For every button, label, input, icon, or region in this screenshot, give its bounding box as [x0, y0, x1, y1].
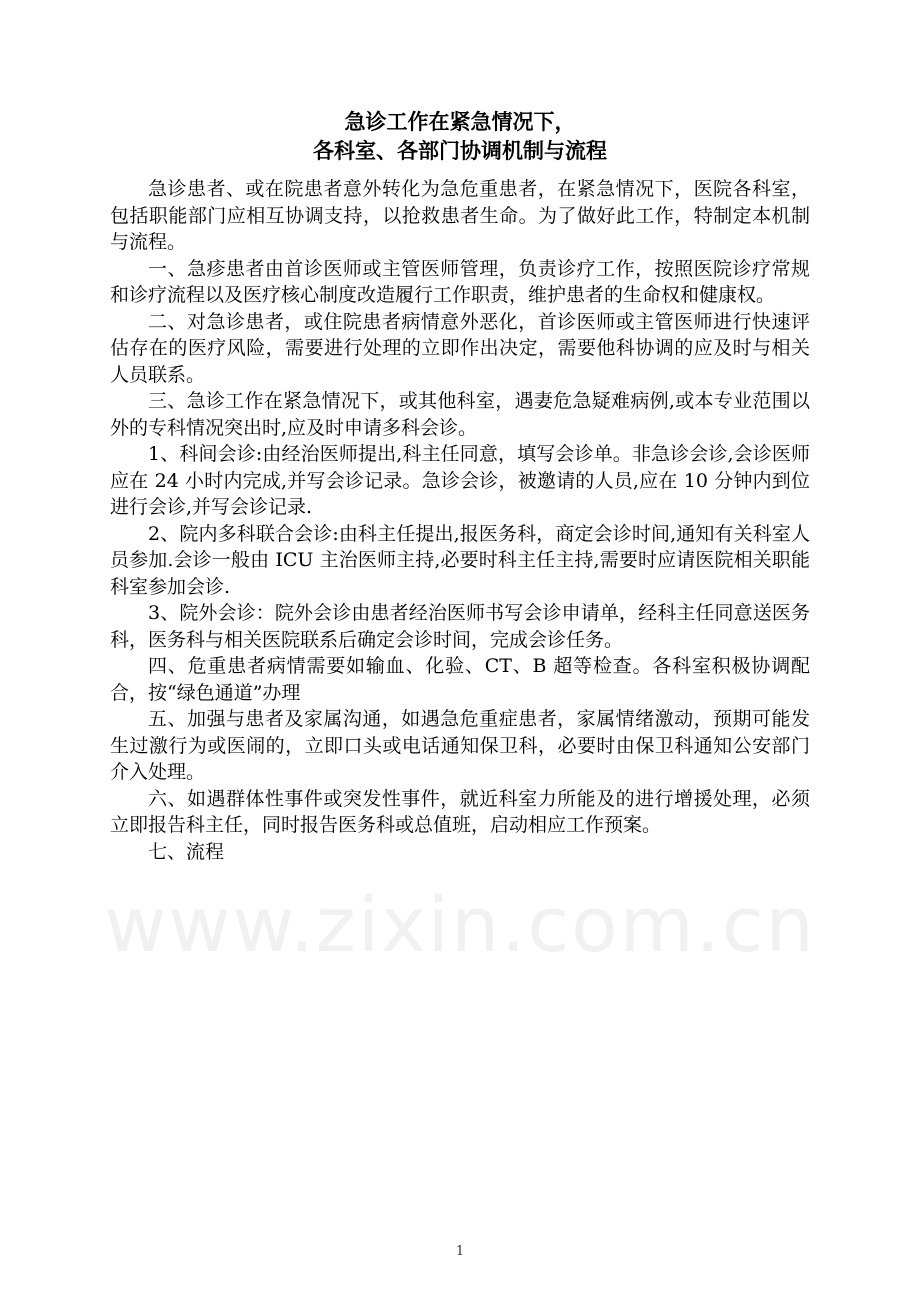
paragraph-item-7: 七、流程: [148, 840, 225, 863]
title-line-1: 急诊工作在紧急情况下，: [344, 110, 576, 134]
paragraph-subitem-3: 3、院外会诊：院外会诊由患者经治医师书写会诊申请单，经科主任同意送医务科，医务科与相关医院联系后确定会诊时间，完成会诊任务。: [110, 602, 810, 651]
paragraph-item-6: 六、如遇群体性事件或突发性事件，就近科室力所能及的进行增援处理，必须立即报告科主任，同时报告医务科或总值班，启动相应工作预案。: [110, 787, 810, 836]
paragraph-item-1: 一、急疹患者由首诊医师或主管医师管理，负责诊疗工作，按照医院诊疗常规和诊疗流程以及医疗核心制度改造履行工作职责，维护患者的生命权和健康权。: [110, 257, 810, 306]
paragraph-item-5: 五、加强与患者及家属沟通，如遇急危重症患者，家属情绪激动，预期可能发生过激行为或医闹的，立即口头或电话通知保卫科，必要时由保卫科通知公安部门介入处理。: [110, 708, 810, 783]
paragraph-item-3: 三、急诊工作在紧急情况下，或其他科室，遇妻危急疑难病例,或本专业范围以外的专科情况突出时,应及时申请多科会诊。: [110, 390, 810, 439]
paragraph-intro: 急诊患者、或在院患者意外转化为急危重患者，在紧急情况下，医院各科室，包括职能部门应相互协调支持，以抢救患者生命。为了做好此工作，特制定本机制与流程。: [110, 178, 810, 253]
paragraph-subitem-1: 1、科间会诊:由经治医师提出,科主任同意，填写会诊单。非急诊会诊,会诊医师应在 24 小时内完成,并写会诊记录。急诊会诊，被邀请的人员,应在 10 分钟内到位进行会诊,并写会诊记录.: [110, 443, 810, 518]
watermark: www.zixin.com.cn: [104, 880, 816, 969]
page-number: 1: [455, 1244, 465, 1259]
paragraph-item-4: 四、危重患者病情需要如输血、化验、CT、B 超等检查。各科室积极协调配合，按“绿色通道”办理: [110, 655, 810, 704]
paragraph-item-2: 二、对急诊患者，或住院患者病情意外恶化，首诊医师或主管医师进行快速评估存在的医疗风险，需要进行处理的立即作出决定，需要他科协调的应及时与相关人员联系。: [110, 310, 810, 386]
paragraph-subitem-2: 2、院内多科联合会诊:由科主任提出,报医务科，商定会诊时间,通知有关科室人员参加.会诊一般由 ICU 主治医师主持,必要时科主任主持,需要时应请医院相关职能科室参加会诊.: [110, 522, 810, 598]
document-body: [110, 176, 810, 865]
title-line-2: 各科室、各部门协调机制与流程: [313, 139, 607, 163]
document-title: [0, 108, 920, 166]
